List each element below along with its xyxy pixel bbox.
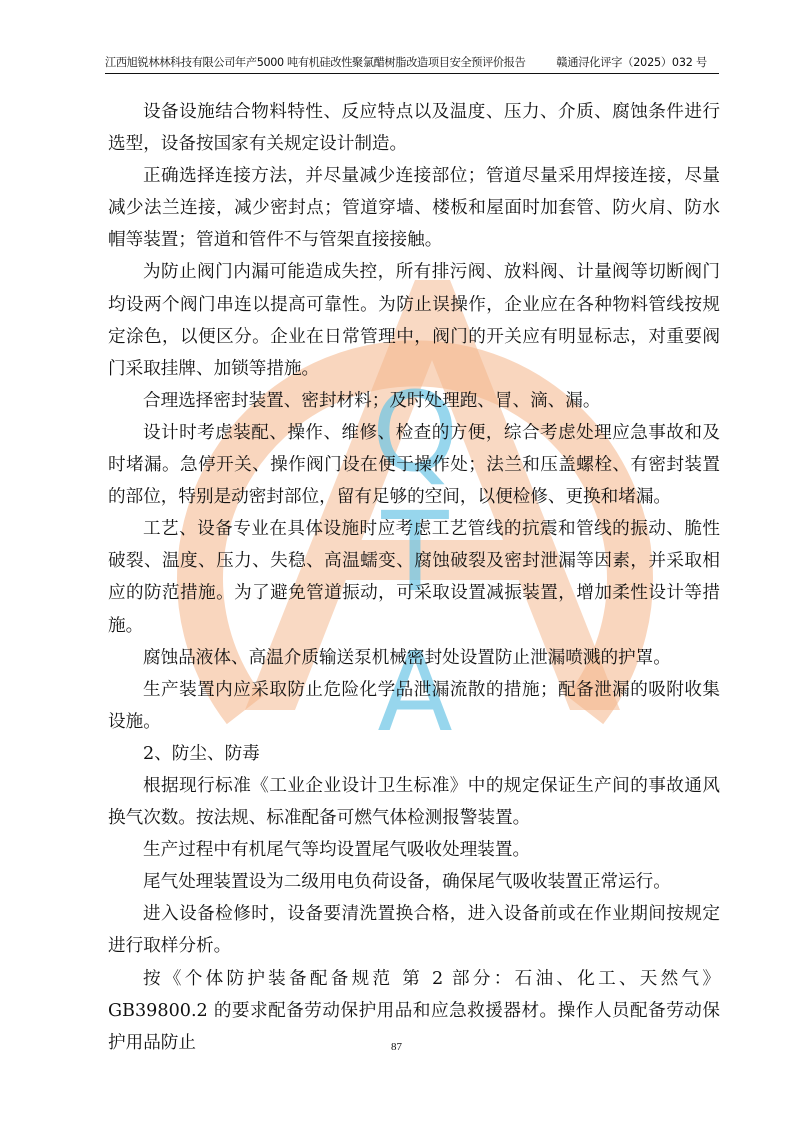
paragraph: 设计时考虑装配、操作、维修、检查的方便，综合考虑处理应急事故和及时堵漏。急停开关、操作阀门设在便于操作处；法兰和压盖螺栓、有密封装置的部位，特别是动密封部位，留有足够的空间，以便检修、更换和堵漏。 bbox=[108, 422, 720, 508]
page-number: 87 bbox=[391, 1041, 402, 1053]
header-rule bbox=[105, 73, 719, 74]
body-text bbox=[108, 96, 720, 1059]
watermark-letter-t: T bbox=[381, 488, 449, 616]
section-heading: 2、防尘、防毒 bbox=[143, 743, 260, 764]
watermark-letter-a: A bbox=[377, 628, 453, 756]
paragraph: 工艺、设备专业在具体设施时应考虑工艺管线的抗震和管线的振动、脆性破裂、温度、压力、失稳、高温蠕变、腐蚀破裂及密封泄漏等因素，并采取相应的防范措施。为了避免管道振动，可采取设置减振装置，增加柔性设计等措施。 bbox=[108, 519, 720, 636]
page-header bbox=[105, 54, 707, 72]
header-doc-number: 赣通浔化评字（2025）032 号 bbox=[556, 56, 707, 69]
paragraph: 腐蚀品液体、高温介质输送泵机械密封处设置防止泄漏喷溅的护罩。 bbox=[143, 647, 671, 668]
paragraph: 按《个体防护装备配备规范 第 2 部分：石油、化工、天然气》GB39800.2 的要求配备劳动保护用品和应急救援器材。操作人员配备劳动保护用品防止 bbox=[108, 968, 720, 1053]
paragraph: 尾气处理装置设为二级用电负荷设备，确保尾气吸收装置正常运行。 bbox=[143, 872, 671, 893]
paragraph: 合理选择密封装置、密封材料；及时处理跑、冒、滴、漏。 bbox=[143, 390, 601, 411]
header-report-title: 江西旭锐林林科技有限公司年产5000 吨有机硅改性聚氯醋树脂改造项目安全预评价报告 bbox=[105, 56, 526, 69]
paragraph: 进入设备检修时，设备要清洗置换合格，进入设备前或在作业期间按规定进行取样分析。 bbox=[108, 904, 720, 957]
paragraph: 设备设施结合物料特性、反应特点以及温度、压力、介质、腐蚀条件进行选型，设备按国家有关规定设计制造。 bbox=[108, 102, 720, 155]
paragraph: 为防止阀门内漏可能造成失控，所有排污阀、放料阀、计量阀等切断阀门均设两个阀门串连以提高可靠性。为防止误操作，企业应在各种物料管线按规定涂色，以便区分。企业在日常管理中，阀门的开关应有明显标志，对重要阀门采取挂牌、加锁等措施。 bbox=[108, 262, 720, 379]
paragraph: 正确选择连接方法，并尽量减少连接部位；管道尽量采用焊接连接，尽量减少法兰连接，减少密封点；管道穿墙、楼板和屋面时加套管、防火肩、防水帽等装置；管道和管件不与管架直接接触。 bbox=[108, 166, 720, 251]
watermark-letter-q: Q bbox=[371, 368, 459, 496]
paragraph: 根据现行标准《工业企业设计卫生标准》中的规定保证生产间的事故通风换气次数。按法规、标准配备可燃气体检测报警装置。 bbox=[108, 775, 720, 829]
paragraph: 生产过程中有机尾气等均设置尾气吸收处理装置。 bbox=[143, 840, 531, 861]
paragraph: 生产装置内应采取防止危险化学品泄漏流散的措施；配备泄漏的吸附收集设施。 bbox=[108, 679, 720, 732]
